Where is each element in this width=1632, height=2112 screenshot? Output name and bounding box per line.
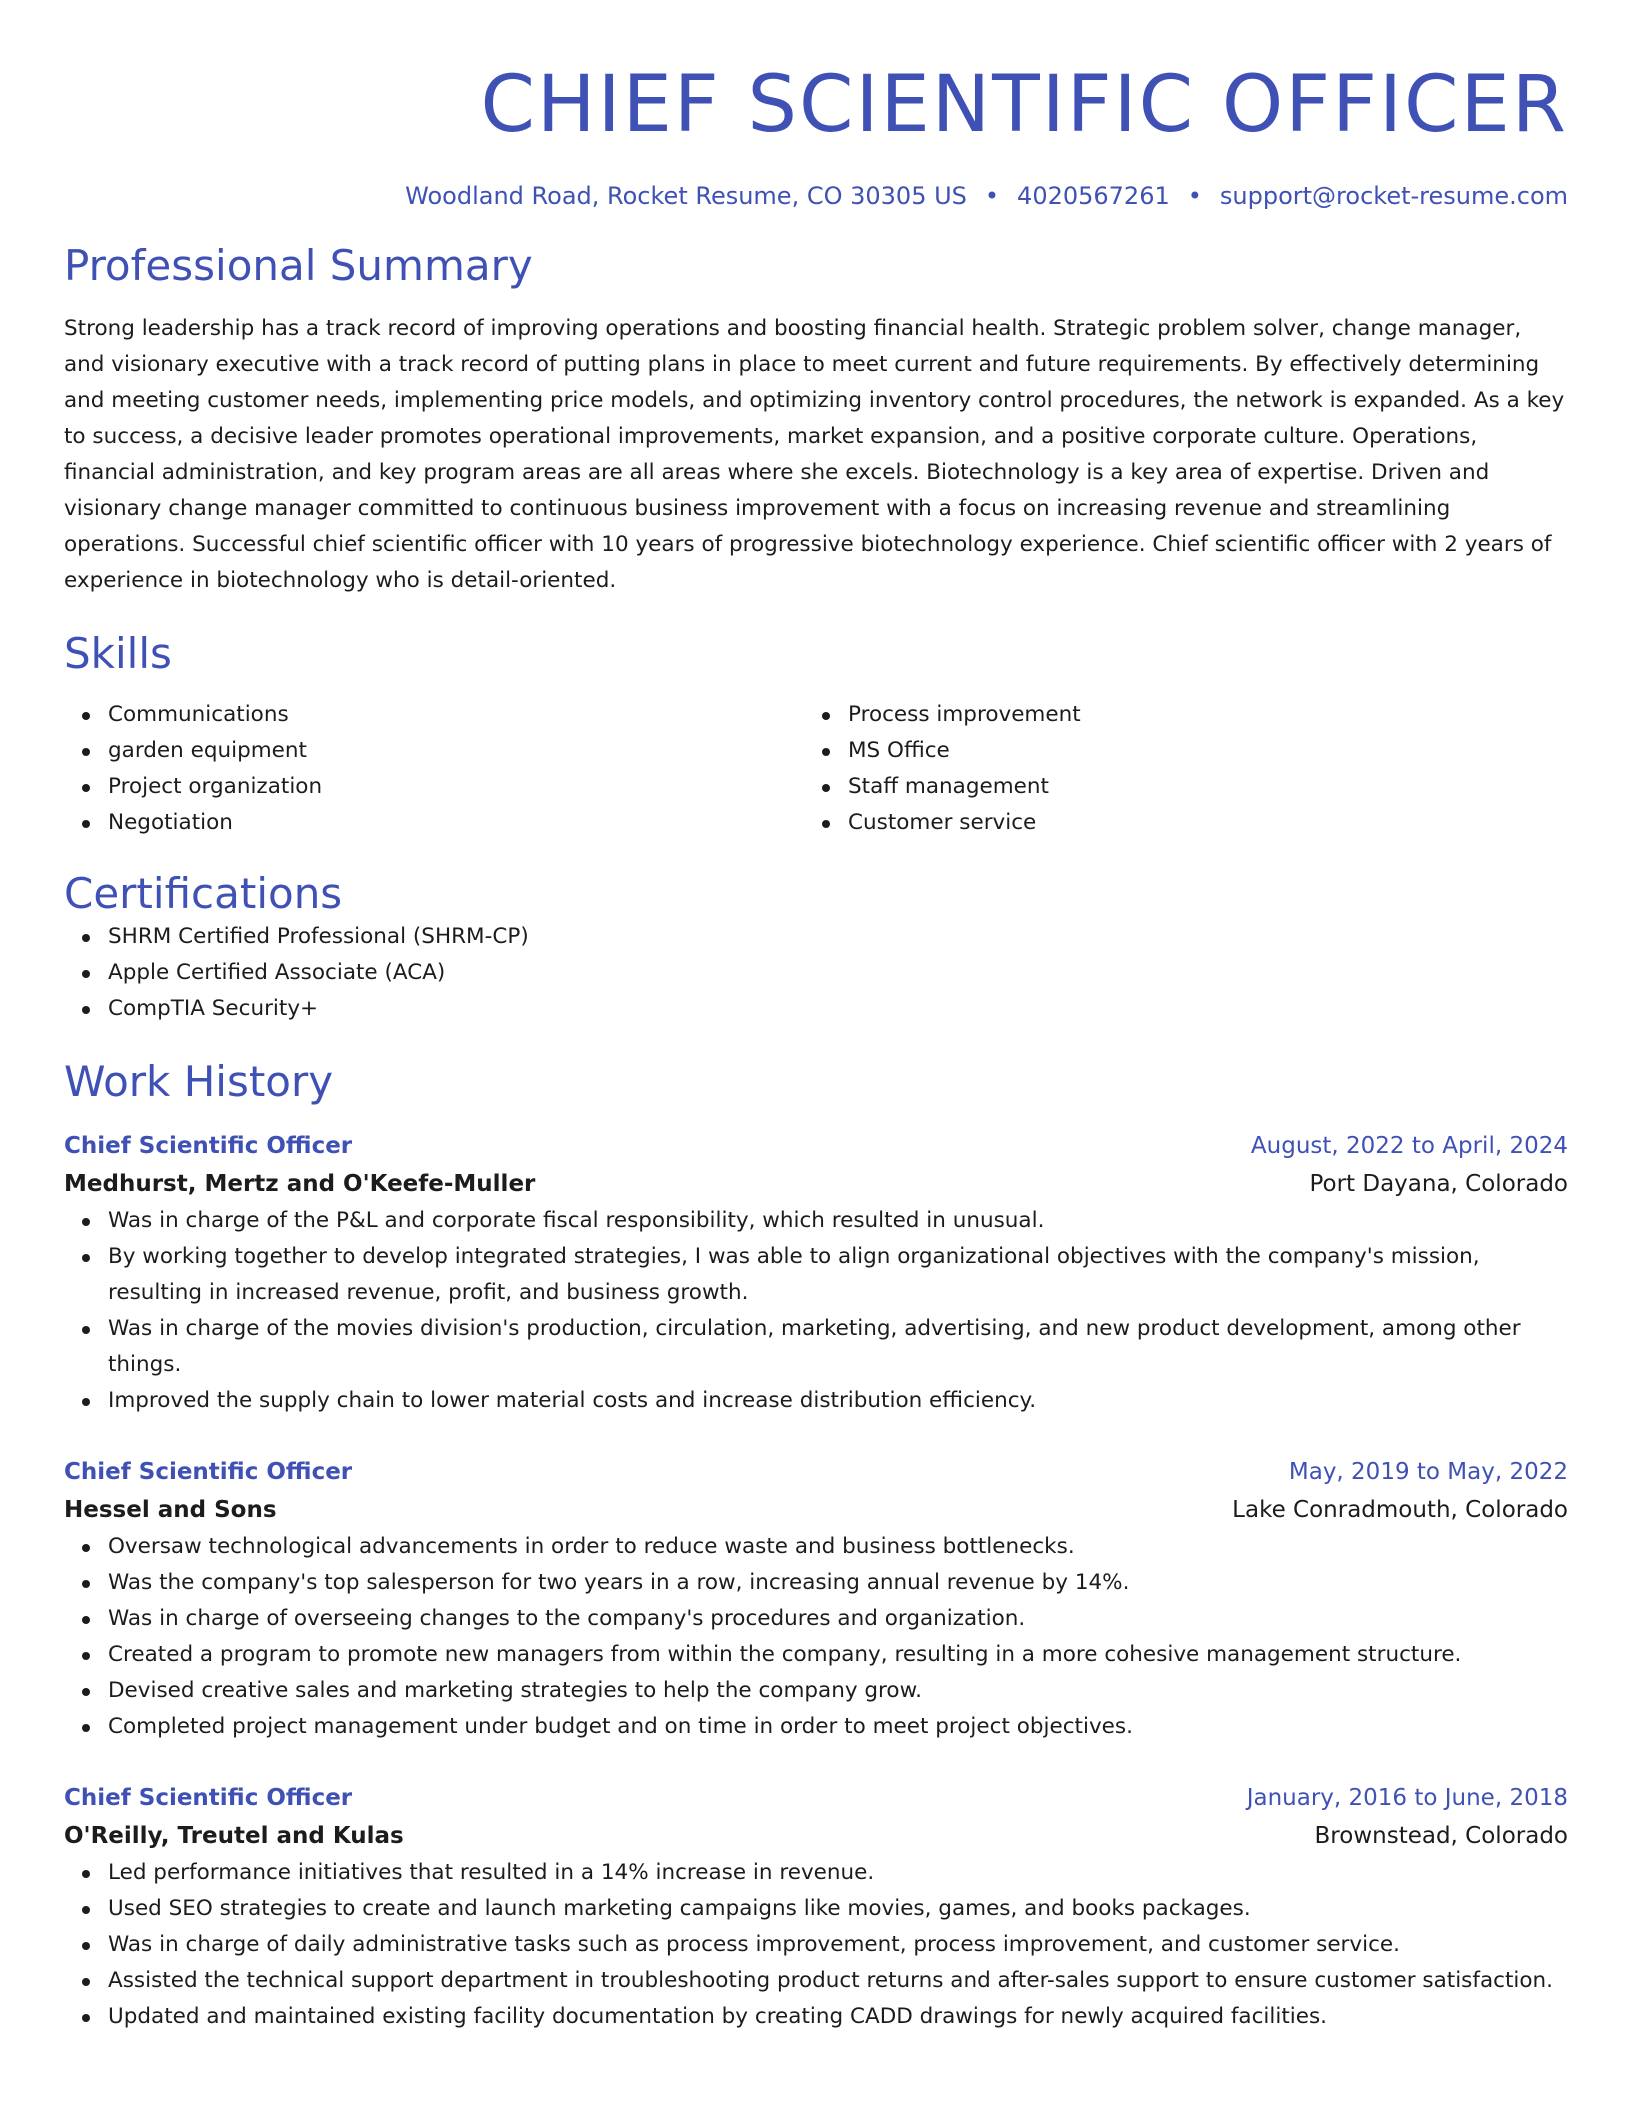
skill-item: MS Office [848, 733, 1568, 769]
skills-list-right [804, 697, 1568, 841]
job-title-row [64, 1779, 1568, 1817]
job-bullet: Used SEO strategies to create and launch marketing campaigns like movies, games, and books packages. [108, 1891, 1568, 1927]
job-entry [64, 1453, 1568, 1745]
job-bullet: Was in charge of the movies division's production, circulation, marketing, advertising, and new product development, among other things. [108, 1311, 1568, 1383]
skill-item: garden equipment [108, 733, 804, 769]
job-bullets [64, 1203, 1568, 1419]
certification-item: CompTIA Security+ [108, 991, 1568, 1027]
skills-heading: Skills [64, 629, 172, 678]
job-bullet: Was in charge of the P&L and corporate fiscal responsibility, which resulted in unusual. [108, 1203, 1568, 1239]
job-location: Port Dayana, Colorado [1309, 1171, 1568, 1197]
job-entry [64, 1779, 1568, 2035]
job-title: Chief Scientific Officer [64, 1785, 353, 1811]
work-history-heading: Work History [64, 1057, 334, 1106]
contact-line [64, 181, 1568, 211]
job-location: Lake Conradmouth, Colorado [1232, 1497, 1568, 1523]
job-bullets [64, 1855, 1568, 2035]
skill-item: Process improvement [848, 697, 1568, 733]
job-bullet: Improved the supply chain to lower material costs and increase distribution efficiency. [108, 1383, 1568, 1419]
contact-separator: • [1187, 182, 1202, 210]
skill-item: Project organization [108, 769, 804, 805]
job-company: Hessel and Sons [64, 1497, 277, 1523]
job-bullet: Was in charge of overseeing changes to the company's procedures and organization. [108, 1601, 1568, 1637]
job-location: Brownstead, Colorado [1314, 1823, 1568, 1849]
skill-item: Negotiation [108, 805, 804, 841]
job-entry [64, 1127, 1568, 1419]
job-bullet: Oversaw technological advancements in order to reduce waste and business bottlenecks. [108, 1529, 1568, 1565]
contact-address: Woodland Road, Rocket Resume, CO 30305 US [405, 182, 967, 210]
skills-grid [64, 697, 1568, 841]
job-company: O'Reilly, Treutel and Kulas [64, 1823, 404, 1849]
certifications-heading: Certifications [64, 869, 343, 918]
job-bullet: Assisted the technical support department in troubleshooting product returns and after-sales support to ensure customer satisfaction. [108, 1963, 1568, 1999]
job-title: Chief Scientific Officer [64, 1459, 353, 1485]
job-bullets [64, 1529, 1568, 1745]
summary-text: Strong leadership has a track record of improving operations and boosting financial health. Strategic problem solver, change manager, and visionary executive with a track record of putting plans in place to meet current and future requirements. By effectively determining and meeting customer needs, implementing price models, and optimizing inventory control procedures, the network is expanded. As a key to success, a decisive leader promotes operational improvements, market expansion, and a positive corporate culture. Operations, financial administration, and key program areas are all areas where she excels. Biotechnology is a key area of expertise. Driven and visionary change manager committed to continuous business improvement with a focus on increasing revenue and streamlining operations. Successful chief scientific officer with 10 years of progressive biotechnology experience. Chief scientific officer with 2 years of experience in biotechnology who is detail-oriented. [64, 316, 1565, 593]
summary-heading: Professional Summary [64, 241, 533, 290]
contact-phone: 4020567261 [1017, 182, 1170, 210]
job-bullet: Devised creative sales and marketing strategies to help the company grow. [108, 1673, 1568, 1709]
resume-title: CHIEF SCIENTIFIC OFFICER [480, 60, 1568, 150]
job-company: Medhurst, Mertz and O'Keefe-Muller [64, 1171, 536, 1197]
job-dates: May, 2019 to May, 2022 [1288, 1459, 1568, 1485]
job-bullet: Completed project management under budget and on time in order to meet project objectives. [108, 1709, 1568, 1745]
job-bullet: Was the company's top salesperson for two years in a row, increasing annual revenue by 14%. [108, 1565, 1568, 1601]
contact-separator: • [984, 182, 1000, 210]
skill-item: Staff management [848, 769, 1568, 805]
job-bullet: Created a program to promote new managers from within the company, resulting in a more cohesive management structure. [108, 1637, 1568, 1673]
skill-item: Customer service [848, 805, 1568, 841]
job-dates: August, 2022 to April, 2024 [1250, 1133, 1568, 1159]
skills-list-left [64, 697, 804, 841]
certification-item: SHRM Certified Professional (SHRM-CP) [108, 919, 1568, 955]
certifications-list [64, 919, 1568, 1027]
job-bullet: By working together to develop integrated strategies, I was able to align organizational objectives with the company's mission, resulting in increased revenue, profit, and business growth. [108, 1239, 1568, 1311]
job-title-row [64, 1127, 1568, 1165]
job-company-row [64, 1165, 1568, 1203]
job-dates: January, 2016 to June, 2018 [1246, 1785, 1568, 1811]
contact-email: support@rocket-resume.com [1219, 182, 1568, 210]
job-bullet: Was in charge of daily administrative tasks such as process improvement, process improvement, and customer service. [108, 1927, 1568, 1963]
job-bullet: Updated and maintained existing facility documentation by creating CADD drawings for newly acquired facilities. [108, 1999, 1568, 2035]
job-title-row [64, 1453, 1568, 1491]
job-bullet: Led performance initiatives that resulted in a 14% increase in revenue. [108, 1855, 1568, 1891]
job-company-row [64, 1817, 1568, 1855]
resume-header [64, 55, 1568, 211]
job-company-row [64, 1491, 1568, 1529]
job-title: Chief Scientific Officer [64, 1133, 353, 1159]
certification-item: Apple Certified Associate (ACA) [108, 955, 1568, 991]
skill-item: Communications [108, 697, 804, 733]
